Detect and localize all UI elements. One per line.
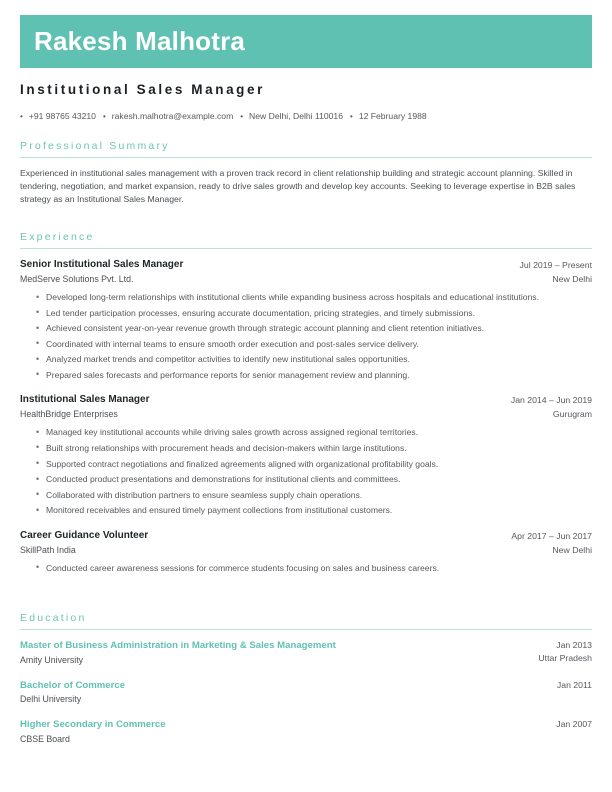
section-professional-summary [20, 140, 592, 207]
section-experience [20, 231, 592, 577]
contact-location: New Delhi, Delhi 110016 [249, 111, 343, 121]
job-title: Career Guidance Volunteer [20, 529, 149, 541]
education-entry-head [20, 639, 592, 667]
bullet-dot-icon: • [20, 111, 23, 121]
job-bullet-list [20, 426, 592, 517]
education-school: Delhi University [20, 694, 82, 705]
education-date: Jan 2013 [556, 640, 592, 650]
job-bullet: • Monitored receivables and ensured timely payment collections from institutional customers. [36, 504, 592, 517]
experience-entry-left [20, 393, 511, 421]
education-entry-left [20, 679, 400, 707]
job-dates: Apr 2017 – Jun 2017 [511, 530, 592, 541]
job-bullet: • Managed key institutional accounts while driving sales growth across assigned regional territories. [36, 426, 592, 439]
bullet-dot-icon: • [350, 111, 353, 121]
experience-entry-right [511, 393, 592, 421]
education-entry-right [556, 718, 592, 731]
job-bullet: • Supported contract negotiations and finalized agreements aligned with organizational profitability goals. [36, 458, 592, 471]
education-degree: Higher Secondary in Commerce [20, 719, 166, 731]
education-body [20, 630, 592, 746]
experience-entry-left [20, 258, 520, 286]
job-dates: Jan 2014 – Jun 2019 [510, 395, 592, 406]
education-school: Amity University [20, 654, 84, 665]
job-bullet: • Prepared sales forecasts and performance reports for senior management review and planning. [36, 369, 592, 382]
job-company: MedServe Solutions Pvt. Ltd. [20, 274, 134, 284]
education-entry-head [20, 679, 592, 707]
job-bullet: • Built strong relationships with procurement heads and decision-makers within large institutions. [36, 442, 592, 455]
experience-entry [20, 258, 592, 382]
education-school: CBSE Board [20, 734, 70, 745]
job-location: New Delhi [552, 274, 592, 284]
education-entry-right [557, 679, 592, 692]
job-company: HealthBridge Enterprises [20, 409, 118, 420]
education-entry [20, 718, 592, 746]
experience-entry-right [511, 529, 592, 557]
section-education [20, 612, 592, 746]
bullet-dot-icon: • [102, 111, 106, 121]
experience-body [20, 249, 592, 575]
section-title-education: Education [20, 612, 592, 630]
bullet-dot-icon: • [240, 111, 244, 121]
contact-phone: +91 98765 43210 [28, 111, 96, 121]
experience-entry-head [20, 529, 592, 557]
education-date: Jan 2007 [556, 719, 592, 730]
experience-entry-head [20, 393, 592, 421]
candidate-role: Institutional Sales Manager [20, 82, 265, 97]
job-bullet: • Achieved consistent year-on-year revenue growth through strategic account planning and client retention initiatives. [36, 322, 592, 335]
education-entry [20, 639, 592, 667]
experience-entry [20, 393, 592, 517]
job-bullet: • Developed long-term relationships with institutional clients while expanding business across hospitals and educational institutions. [36, 291, 592, 304]
education-entry-left [20, 639, 400, 667]
education-entry [20, 679, 592, 707]
job-bullet: • Analyzed market trends and competitor activities to identify new institutional sales opportunities. [36, 353, 592, 366]
job-location: Gurugram [552, 409, 592, 420]
section-title-summary: Professional Summary [20, 140, 592, 158]
education-degree: Bachelor of Commerce [20, 679, 126, 691]
experience-entry [20, 529, 592, 575]
job-bullet-list [20, 291, 592, 382]
contact-line [20, 110, 592, 123]
education-date: Jan 2011 [556, 679, 592, 690]
education-entry-left [20, 718, 400, 746]
section-title-experience: Experience [20, 231, 592, 249]
job-bullet-list [20, 562, 592, 575]
job-bullet: • Conducted career awareness sessions for commerce students focusing on sales and business careers. [36, 562, 592, 575]
experience-entry-left [20, 529, 511, 557]
job-bullet: • Led tender participation processes, ensuring accurate documentation, pricing strategies, and timely submissions. [36, 307, 592, 320]
job-dates: Jul 2019 – Present [519, 260, 592, 270]
summary-text: Experienced in institutional sales management with a proven track record in client relationship building and strategic account planning. Skilled in tendering, negotiation, and market expansion, ready to drive sales growth and develop key accounts. Seeking to leverage expertise in B2B sales strategy as an Institutional Sales Manager. [20, 168, 576, 205]
education-degree: Master of Business Administration in Marketing & Sales Management [20, 640, 336, 651]
education-location: Uttar Pradesh [538, 653, 592, 664]
contact-dob: 12 February 1988 [358, 111, 427, 121]
education-entry-head [20, 718, 592, 746]
job-company: SkillPath India [20, 544, 76, 555]
job-bullet: • Coordinated with internal teams to ensure smooth order execution and post-sales service delivery. [36, 338, 592, 351]
job-title: Senior Institutional Sales Manager [20, 259, 184, 270]
job-title: Institutional Sales Manager [20, 394, 150, 406]
candidate-name: Rakesh Malhotra [34, 26, 246, 56]
job-bullet: • Conducted product presentations and demonstrations for institutional clients and committees. [36, 473, 592, 486]
contact-email: rakesh.malhotra@example.com [111, 111, 234, 121]
experience-entry-head [20, 258, 592, 286]
education-entry-right [538, 639, 592, 665]
job-location: New Delhi [552, 544, 592, 555]
experience-entry-right [520, 258, 592, 286]
job-bullet: • Collaborated with distribution partners to ensure seamless supply chain operations. [36, 489, 592, 502]
summary-body [20, 158, 592, 207]
